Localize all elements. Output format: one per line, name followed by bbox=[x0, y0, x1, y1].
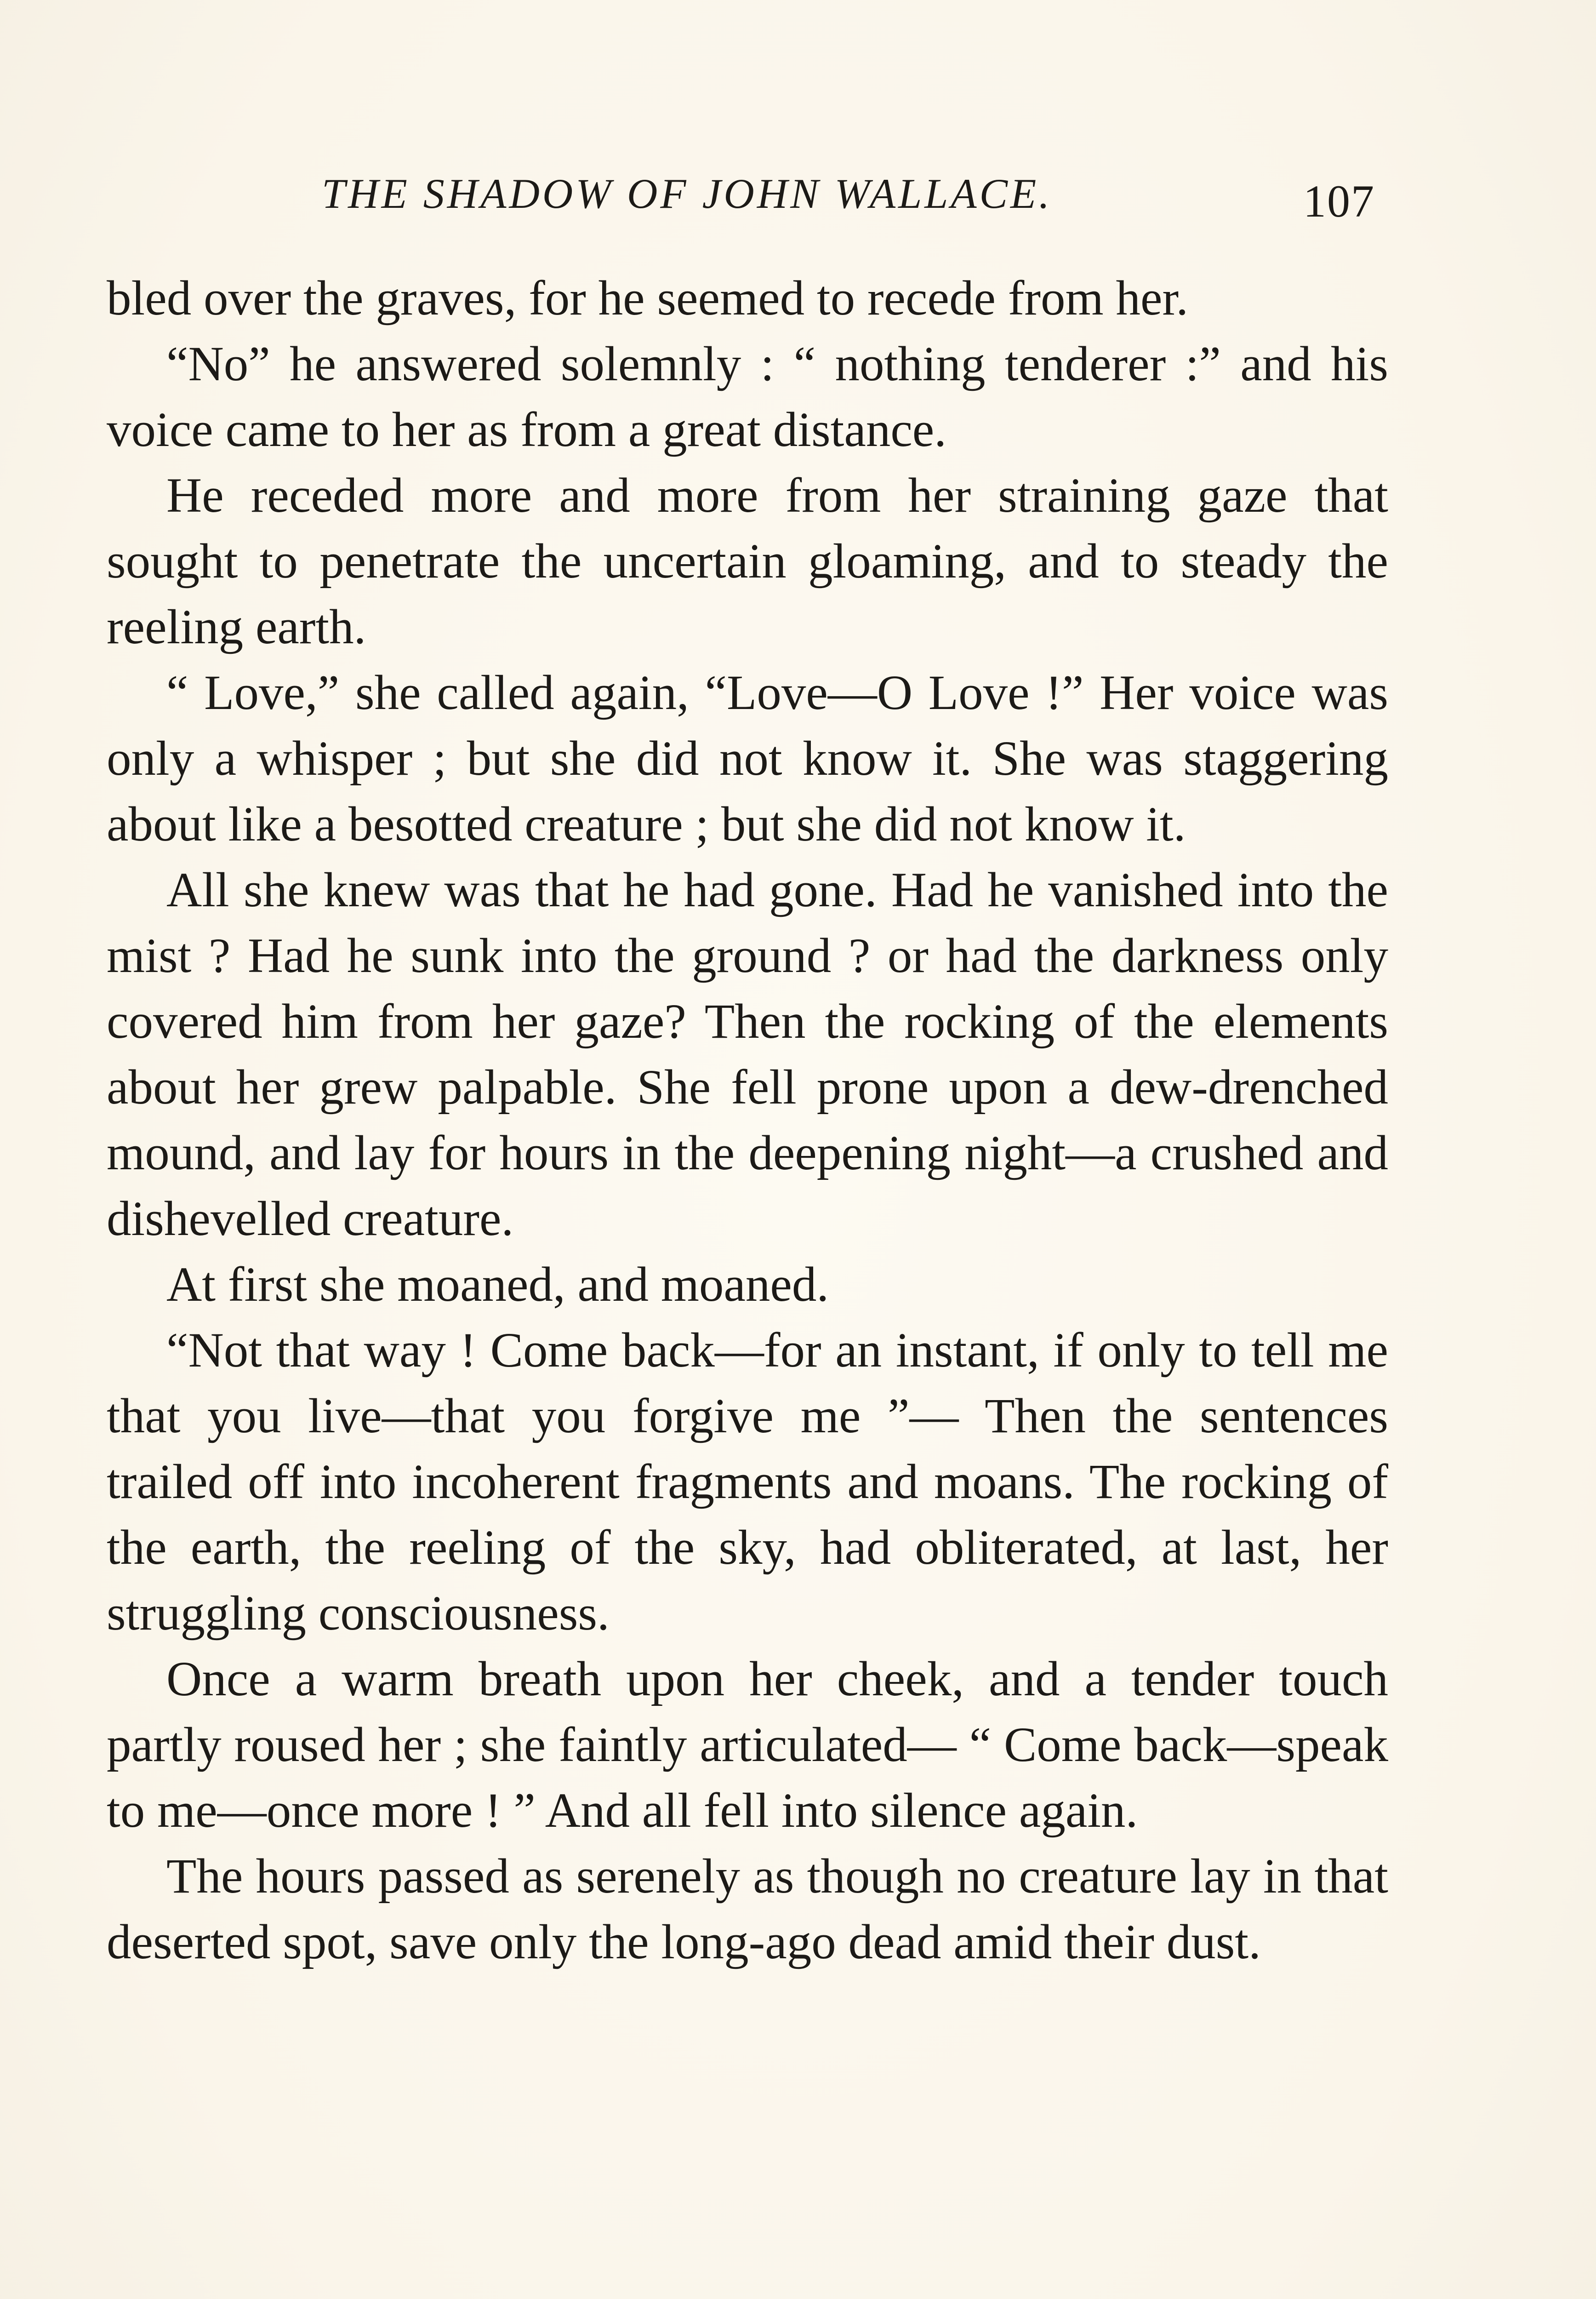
body-text bbox=[107, 266, 1388, 1975]
paragraph-continued: bled over the graves, for he seemed to recede from her. bbox=[107, 271, 1188, 326]
page-number: 107 bbox=[1303, 176, 1375, 227]
paragraph: The hours passed as serenely as though no creature lay in that deserted spot, save only the long-ago dead amid their dust. bbox=[107, 1849, 1388, 1969]
running-title: THE SHADOW OF JOHN WALLACE. bbox=[322, 170, 1053, 217]
paragraph: At first she moaned, and moaned. bbox=[166, 1258, 829, 1312]
paragraph: “Not that way ! Come back—for an instant, if only to tell me that you live—that you forgive me ”— Then the sentences trailed off into incoherent fragments and moans. The rocking of the earth, the reeling of the sky, had obliterated, at last, her struggling consciousness. bbox=[107, 1323, 1388, 1641]
paragraph: All she knew was that he had gone. Had he vanished into the mist ? Had he sunk into the ground ? or had the darkness only covered him from her gaze? Then the rocking of the elements about her grew palpable. She fell prone upon a dew-drenched mound, and lay for hours in the deepening night—a crushed and dishevelled creature. bbox=[107, 863, 1388, 1246]
paragraph: “ Love,” she called again, “Love—O Love !” Her voice was only a whisper ; but she did not know it. She was staggering about like a besotted creature ; but she did not know it. bbox=[107, 666, 1388, 852]
paragraph: Once a warm breath upon her cheek, and a tender touch partly roused her ; she faintly articulated— “ Come back—speak to me—once more ! ” And all fell into silence again. bbox=[107, 1652, 1388, 1838]
paragraph: “No” he answered solemnly : “ nothing tenderer :” and his voice came to her as from a great distance. bbox=[107, 337, 1388, 457]
paragraph: He receded more and more from her straining gaze that sought to penetrate the uncertain gloaming, and to steady the reeling earth. bbox=[107, 469, 1388, 654]
